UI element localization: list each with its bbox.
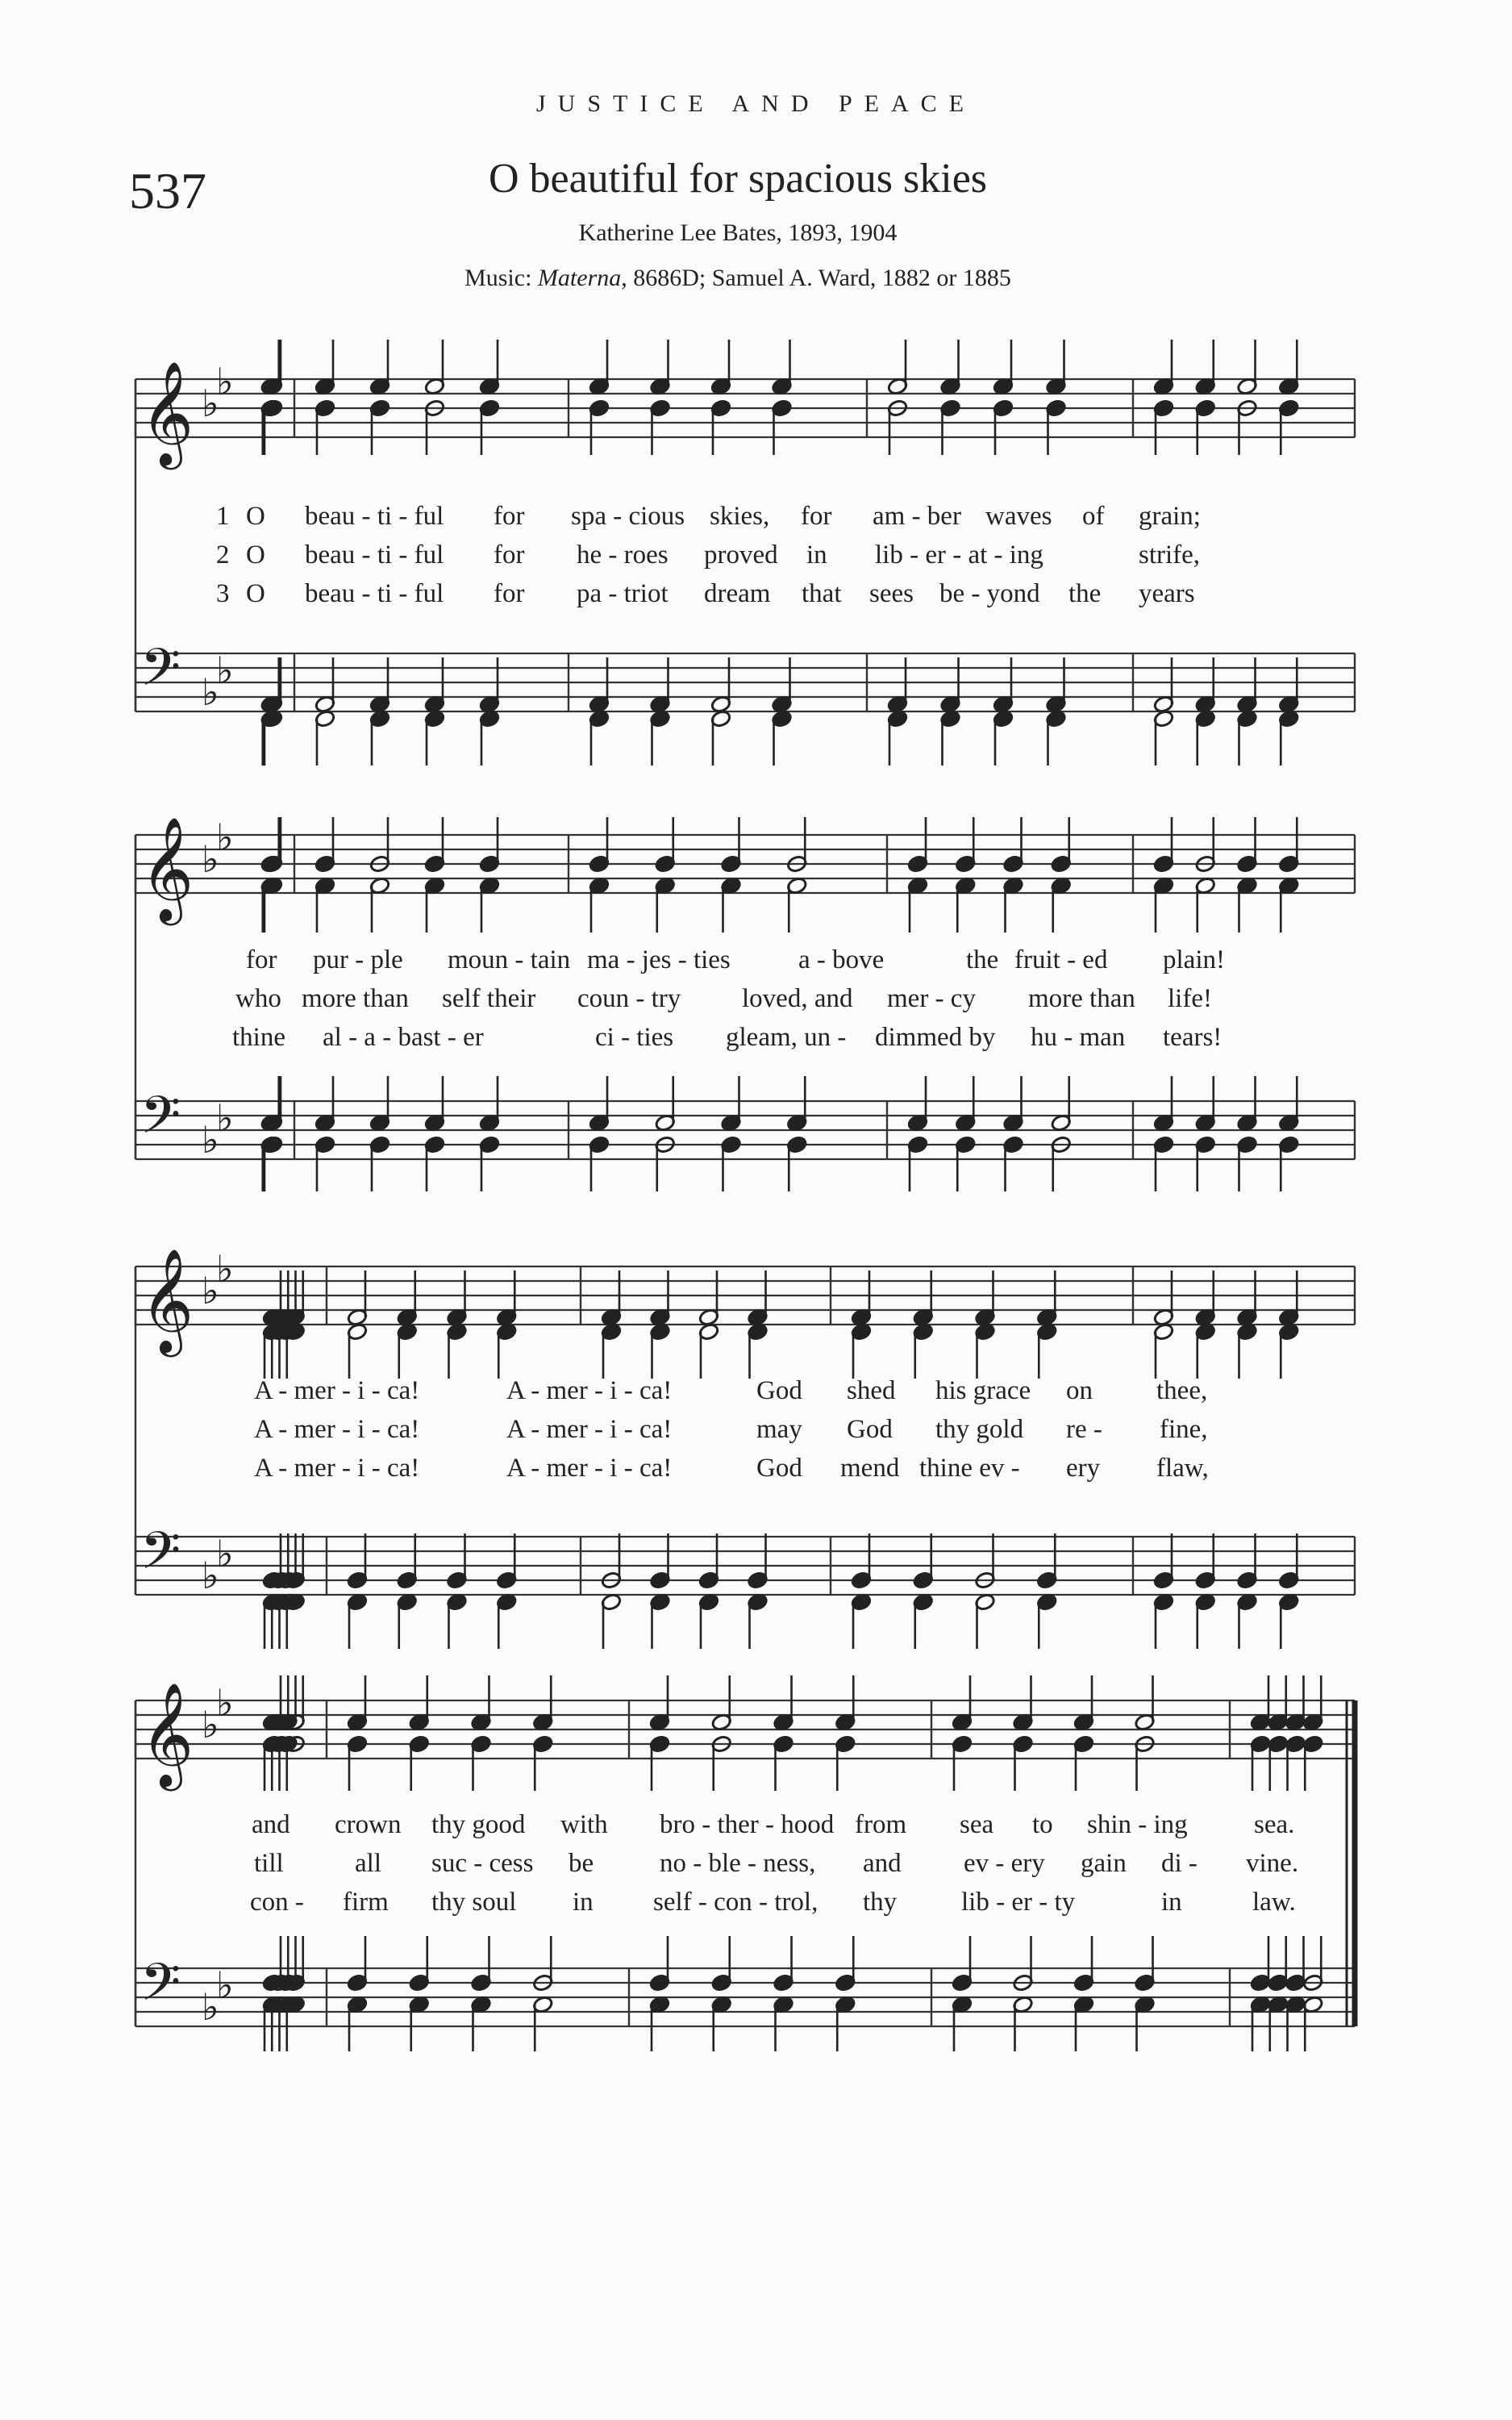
lyric: be - yond (939, 579, 1040, 608)
lyric: may (756, 1415, 802, 1444)
lyric: am - ber (873, 502, 961, 531)
lyric: gain (1081, 1849, 1127, 1878)
lyric: to (1032, 1810, 1053, 1839)
lyric: thee, (1156, 1376, 1208, 1405)
flat-icon: ♭ (202, 382, 219, 425)
lyric: hu - man (1031, 1023, 1126, 1052)
lyric: law. (1252, 1888, 1296, 1917)
lyric: strife, (1139, 540, 1201, 570)
lyric: A - mer - i - ca! (254, 1376, 420, 1405)
flat-icon: ♭ (216, 1963, 234, 2007)
lyric: pa - triot (577, 579, 669, 608)
lyric: beau - ti - ful (305, 579, 444, 608)
lyric: thy gold (935, 1415, 1024, 1444)
lyric: God (756, 1376, 802, 1405)
lyric: ev - ery (964, 1849, 1045, 1878)
bass-clef-icon: 𝄢 (140, 1521, 181, 1594)
lyric: dimmed by (875, 1023, 996, 1052)
lyric: lib - er - ty (961, 1888, 1076, 1917)
lyric: God (847, 1415, 893, 1444)
flat-icon: ♭ (202, 670, 219, 714)
music-suffix: , 8686D; Samuel A. Ward, 1882 or 1885 (621, 265, 1011, 291)
lyric: in (573, 1888, 594, 1917)
lyric: of (1082, 502, 1105, 531)
lyric: thy good (431, 1810, 526, 1839)
bass-clef-icon: 𝄢 (140, 638, 181, 711)
lyric: sea (960, 1810, 994, 1839)
lyric: tears! (1163, 1023, 1223, 1052)
lyric: thine (232, 1023, 285, 1052)
lyric: who (235, 984, 281, 1013)
lyric: O (246, 579, 265, 608)
lyric: spa - cious (571, 502, 685, 531)
flat-icon: ♭ (216, 360, 234, 403)
lyric: more than (1028, 984, 1135, 1013)
lyric: for (494, 579, 525, 608)
bass-clef-icon: 𝄢 (140, 1086, 181, 1158)
lyric: coun - try (577, 984, 681, 1013)
lyric: from (855, 1810, 907, 1839)
lyric: be (569, 1849, 594, 1878)
lyric: for (494, 502, 525, 531)
lyric: vine. (1246, 1849, 1299, 1878)
lyric: ery (1066, 1454, 1101, 1483)
hymn-number: 537 (129, 162, 206, 219)
lyric: more than (302, 984, 409, 1013)
lyric: A - mer - i - ca! (506, 1454, 673, 1483)
lyric: grain; (1139, 502, 1201, 531)
lyric: O (246, 540, 265, 570)
lyric: dream (704, 579, 771, 608)
lyric: lib - er - at - ing (875, 540, 1043, 570)
lyric: moun - tain (448, 945, 571, 974)
lyric: A - mer - i - ca! (506, 1415, 673, 1444)
lyric: self their (442, 984, 536, 1013)
lyric: a - bove (798, 945, 885, 974)
lyric: and (252, 1810, 290, 1839)
music-prefix: Music: (464, 265, 538, 291)
lyric: with (560, 1810, 608, 1839)
flat-icon: ♭ (202, 837, 219, 881)
lyric: flaw, (1156, 1454, 1209, 1483)
lyric: for (494, 540, 525, 570)
lyric: thine ev - (919, 1454, 1020, 1483)
lyric: all (355, 1849, 381, 1878)
lyric: the (966, 945, 999, 974)
tune-name: Materna (537, 265, 622, 291)
verse-number-3: 3 (216, 579, 230, 608)
flat-icon: ♭ (202, 1985, 219, 2029)
flat-icon: ♭ (216, 649, 234, 692)
lyric: bro - ther - hood (660, 1810, 835, 1839)
lyric: skies, (710, 502, 770, 531)
lyric: fruit - ed (1014, 945, 1108, 974)
lyric: shin - ing (1087, 1810, 1188, 1839)
flat-icon: ♭ (216, 1247, 234, 1291)
lyric: his grace (935, 1376, 1031, 1405)
lyric: ma - jes - ties (587, 945, 731, 974)
lyric: God (756, 1454, 802, 1483)
lyric: on (1066, 1376, 1093, 1405)
lyric: beau - ti - ful (305, 540, 444, 570)
treble-clef-icon: 𝄞 (140, 1248, 194, 1353)
flat-icon: ♭ (202, 1554, 219, 1597)
lyric: thy soul (431, 1888, 517, 1917)
lyric: life! (1168, 984, 1212, 1013)
bass-clef-icon: 𝄢 (140, 1953, 181, 2026)
lyric: years (1139, 579, 1195, 608)
lyric: thy (863, 1888, 898, 1917)
lyric: fine, (1160, 1415, 1208, 1444)
lyric: ci - ties (595, 1023, 674, 1052)
lyric: in (806, 540, 827, 570)
flat-icon: ♭ (202, 1703, 219, 1746)
treble-clef-icon: 𝄞 (140, 816, 194, 921)
lyric: al - a - bast - er (323, 1023, 484, 1052)
lyric: suc - cess (431, 1849, 534, 1878)
section-header: JUSTICE AND PEACE (535, 90, 977, 117)
lyric: di - (1161, 1849, 1198, 1878)
lyric: no - ble - ness, (660, 1849, 816, 1878)
lyric: A - mer - i - ca! (254, 1415, 420, 1444)
treble-clef-icon: 𝄞 (140, 1682, 194, 1787)
lyric: beau - ti - ful (305, 502, 444, 531)
lyric: sea. (1254, 1810, 1295, 1839)
lyric: self - con - trol, (653, 1888, 818, 1917)
lyric: O (246, 502, 265, 531)
lyric: the (1068, 579, 1102, 608)
treble-clef-icon: 𝄞 (140, 361, 194, 465)
lyric: sees (869, 579, 914, 608)
lyric: con - (250, 1888, 304, 1917)
lyric: crown (335, 1810, 402, 1839)
flat-icon: ♭ (202, 1269, 219, 1312)
flat-icon: ♭ (202, 1118, 219, 1162)
lyric: firm (343, 1888, 389, 1917)
verse-number-2: 2 (216, 540, 230, 570)
lyric: shed (847, 1376, 896, 1405)
lyric: A - mer - i - ca! (254, 1454, 420, 1483)
lyric: for (801, 502, 832, 531)
flat-icon: ♭ (216, 1532, 234, 1575)
lyric: for (246, 945, 277, 974)
lyric: gleam, un - (726, 1023, 847, 1052)
verse-number-1: 1 (216, 502, 230, 531)
lyric: pur - ple (313, 945, 403, 974)
hymn-author: Katherine Lee Bates, 1893, 1904 (578, 219, 898, 246)
lyric: he - roes (577, 540, 669, 570)
lyric: plain! (1163, 945, 1225, 974)
flat-icon: ♭ (216, 816, 234, 859)
lyric: re - (1066, 1415, 1102, 1444)
hymn-title: O beautiful for spacious skies (488, 156, 988, 202)
lyric: till (254, 1849, 284, 1878)
lyric: that (802, 579, 842, 608)
lyric: and (863, 1849, 902, 1878)
flat-icon: ♭ (216, 1681, 234, 1725)
flat-icon: ♭ (216, 1096, 234, 1140)
lyric: proved (704, 540, 778, 570)
lyric: in (1161, 1888, 1182, 1917)
lyric: waves (985, 502, 1052, 531)
lyric: mer - cy (887, 984, 976, 1013)
lyric: A - mer - i - ca! (506, 1376, 673, 1405)
lyric: loved, and (742, 984, 853, 1013)
lyric: mend (840, 1454, 900, 1483)
